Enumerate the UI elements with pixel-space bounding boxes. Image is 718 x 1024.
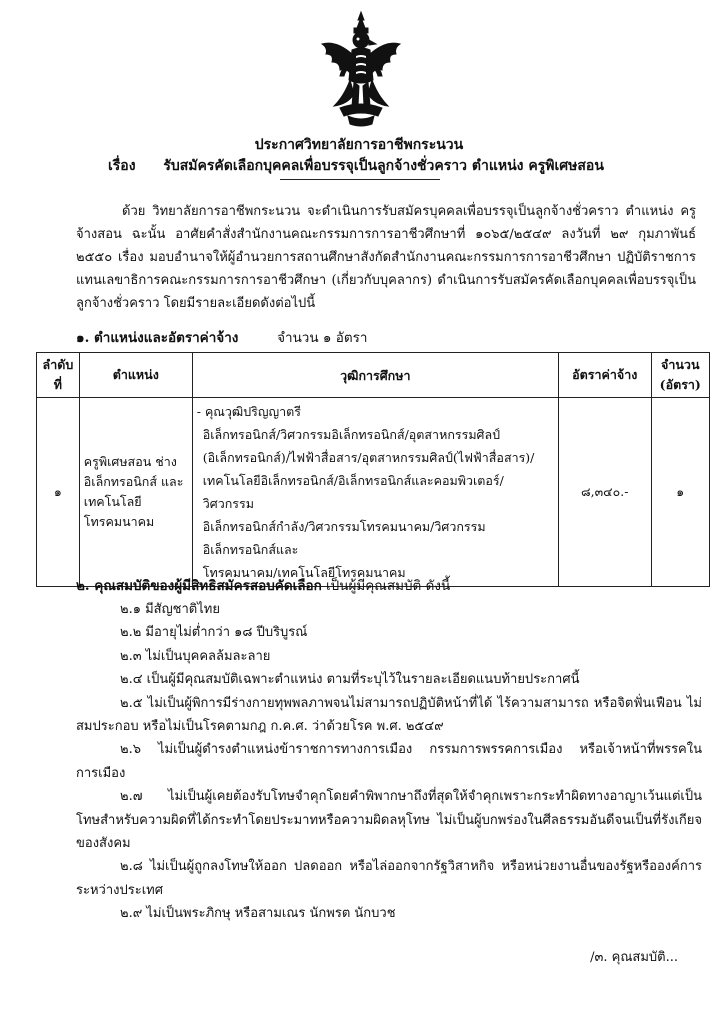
section-2-heading	[76, 574, 450, 596]
table-header-row	[37, 353, 710, 398]
list-item: ๒.๒ มีอายุไม่ต่ำกว่า ๑๘ ปีบริบูรณ์	[120, 625, 308, 641]
continuation-note: /๓. คุณสมบัติ...	[590, 950, 678, 965]
table-row	[37, 398, 710, 587]
header-amount: จำนวน (อัตรา)	[651, 353, 709, 398]
qualification-list	[76, 598, 702, 926]
positions-table	[36, 352, 710, 587]
section-1-title: ๑. ตำแหน่งและอัตราค่าจ้าง	[76, 330, 239, 346]
education-line: โทรคมนาคม/เทคโนโลยีโทรคมนาคม	[202, 565, 406, 580]
cell-amount: ๑	[651, 398, 709, 587]
header-rate: อัตราค่าจ้าง	[558, 353, 651, 398]
cell-position: ครูพิเศษสอน ช่างอิเล็กทรอนิกส์ และเทคโนโลยี โทรคมนาคม	[79, 398, 192, 587]
header-no: ลำดับที่	[37, 353, 80, 398]
education-line: - คุณวุฒิปริญญาตรี	[196, 404, 302, 419]
list-item: ๒.๔ เป็นผู้มีคุณสมบัติเฉพาะตำแหน่ง ตามที่ระบุไว้ในรายละเอียดแนบท้ายประกาศนี้	[120, 672, 580, 688]
header-education: วุฒิการศึกษา	[192, 353, 558, 398]
intro-text: ด้วย วิทยาลัยการอาชีพกระนวน จะดำเนินการรับสมัครบุคคลเพื่อบรรจุเป็นลูกจ้างชั่วคราว ตำแหน่ง ครูจ้างสอน ฉะนั้น อาศัยคำสั่งสำนักงานคณะกรรมการการอาชีวศึกษาที่ ๑๐๖๕/๒๕๔๙ ลงวันที่ ๒๙ กุมภาพันธ์ ๒๕๕๐ เรื่อง มอบอำนาจให้ผู้อำนวยการสถานศึกษาสังกัดสำนักงานคณะกรรมการการอาชีวศึกษา ปฏิบัติราชการแทนเลขาธิการคณะกรรมการการอาชีวศึกษา (เกี่ยวกับบุคลากร) ดำเนินการรับสมัครคัดเลือกบุคคลเพื่อบรรจุเป็นลูกจ้างชั่วคราว โดยมีรายละเอียดดังต่อไปนี้	[76, 204, 696, 311]
education-line: เทคโนโลยีอิเล็กทรอนิกส์/อิเล็กทรอนิกส์และคอมพิวเตอร์/วิศวกรรม	[202, 473, 504, 511]
title-divider	[280, 179, 440, 180]
list-item: ๒.๓ ไม่เป็นบุคคลล้มละลาย	[120, 648, 271, 664]
section-1-count: จำนวน ๑ อัตรา	[277, 330, 368, 346]
document-title: ประกาศวิทยาลัยการอาชีพกระนวน	[254, 137, 464, 153]
education-line: (อิเล็กทรอนิกส์)/ไฟฟ้าสื่อสาร/อุตสาหกรรมศิลป์(ไฟฟ้าสื่อสาร)/	[202, 450, 535, 465]
cell-education	[192, 398, 558, 587]
list-item: ๒.๑ มีสัญชาติไทย	[120, 602, 220, 617]
list-item: ๒.๖ ไม่เป็นผู้ดำรงตำแหน่งข้าราชการทางการเมือง กรรมการพรรคการเมือง หรือเจ้าหน้าที่พรรคในการเมือง	[76, 742, 702, 781]
education-line: อิเล็กทรอนิกส์กำลัง/วิศวกรรมโทรคมนาคม/วิศวกรรมอิเล็กทรอนิกส์และ	[202, 519, 486, 557]
education-line: อิเล็กทรอนิกส์/วิศวกรรมอิเล็กทรอนิกส์/อุตสาหกรรมศิลป์	[202, 427, 501, 442]
list-item: ๒.๙ ไม่เป็นพระภิกษุ หรือสามเณร นักพรต นักบวช	[120, 906, 396, 922]
garuda-emblem-icon	[318, 10, 404, 128]
section-1-heading	[76, 326, 367, 348]
list-item: ๒.๕ ไม่เป็นผู้พิการมีร่างกายทุพพลภาพจนไม่สามารถปฏิบัติหน้าที่ได้ ไร้ความสามารถ หรือจิตฟั่นเฟือน ไม่สมประกอบ หรือไม่เป็นโรคตามกฎ ก.ค.ศ. ว่าด้วยโรค พ.ศ. ๒๕๔๙	[76, 695, 702, 735]
section-2-title: ๒. คุณสมบัติของผู้มีสิทธิสมัครสอบคัดเลือก	[76, 578, 322, 594]
list-item: ๒.๘ ไม่เป็นผู้ถูกลงโทษให้ออก ปลดออก หรือไล่ออกจากรัฐวิสาหกิจ หรือหน่วยงานอื่นของรัฐหรือองค์การระหว่างประเทศ	[76, 859, 702, 898]
cell-no: ๑	[37, 398, 80, 587]
cell-rate: ๘,๓๔๐.-	[558, 398, 651, 587]
intro-paragraph	[76, 200, 696, 315]
header-position: ตำแหน่ง	[79, 353, 192, 398]
list-item: ๒.๗ ไม่เป็นผู้เคยต้องรับโทษจำคุกโดยคำพิพากษาถึงที่สุดให้จำคุกเพราะกระทำผิดทางอาญาเว้นแต่เป็นโทษสำหรับความผิดที่ได้กระทำโดยประมาทหรือความผิดลหุโทษ ไม่เป็นผู้บกพร่องในศีลธรรมอันดีจนเป็นที่รังเกียจของสังคม	[76, 789, 702, 852]
subject-label: เรื่อง	[108, 158, 136, 174]
section-2-tail: เป็นผู้มีคุณสมบัติ ดังนี้	[326, 578, 451, 594]
document-subject	[108, 155, 718, 177]
subject-text: รับสมัครคัดเลือกบุคคลเพื่อบรรจุเป็นลูกจ้างชั่วคราว ตำแหน่ง ครูพิเศษสอน	[163, 158, 604, 174]
